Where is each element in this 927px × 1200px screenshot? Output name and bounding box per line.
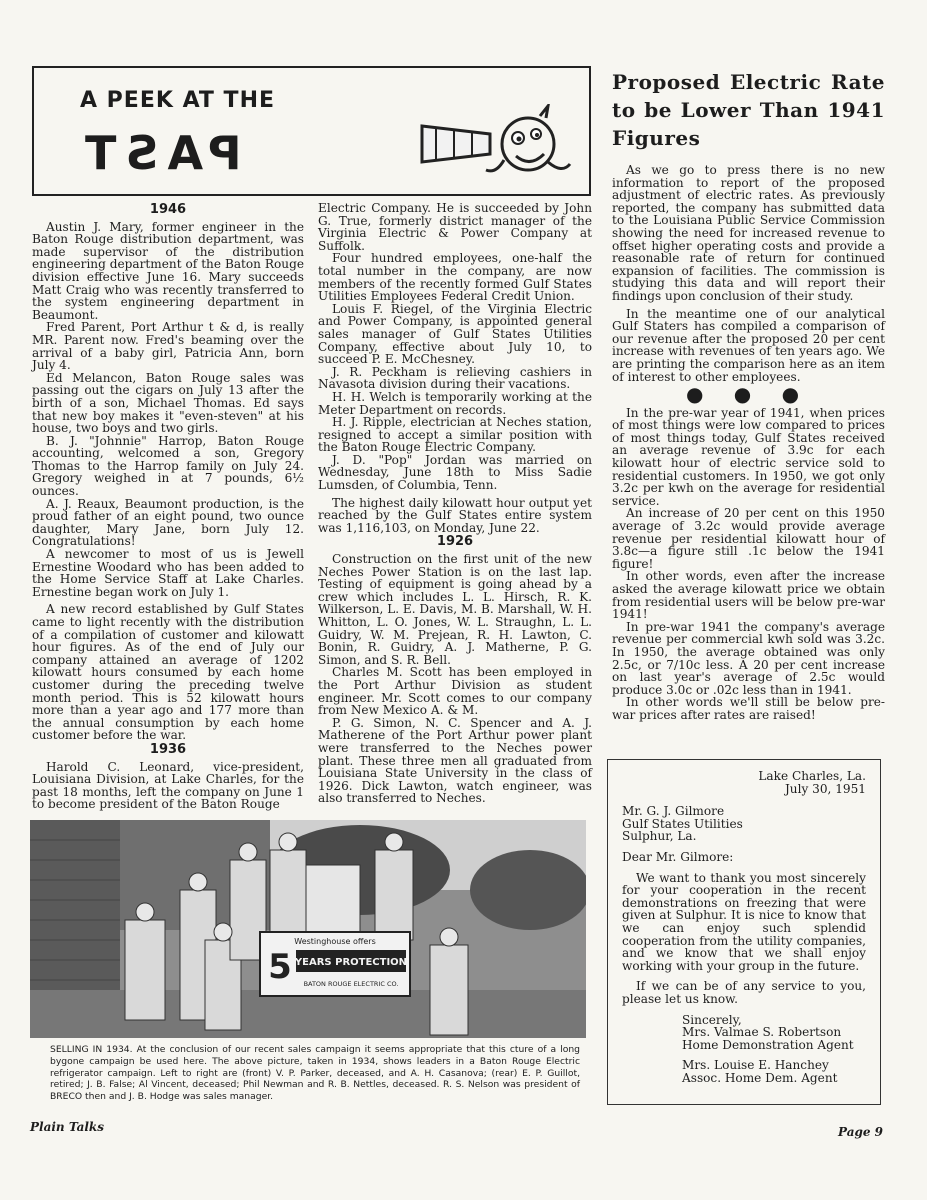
sales-campaign-photo xyxy=(30,820,586,1038)
letter-closing: Sincerely, xyxy=(682,1012,742,1027)
paragraph: Ed Melancon, Baton Rouge sales was passing out the cigars on July 13 after the birth of a son, Michael Thomas. Ed says that new boy makes it "even-steven" at his house, two boys and two girls. xyxy=(32,370,304,436)
left-column xyxy=(32,202,304,811)
paragraph: H. H. Welch is temporarily working at the Meter Department on records. xyxy=(318,389,592,417)
paragraph: J. R. Peckham is relieving cashiers in Navasota division during their vacations. xyxy=(318,364,592,392)
signature-title: Home Demonstration Agent xyxy=(682,1037,854,1052)
paragraph: A. J. Reaux, Beaumont production, is the proud father of an eight pound, two ounce daughter, Mary Jane, born July 12. Congratulations! xyxy=(32,496,304,549)
letter-body: We want to thank you most sincerely for your cooperation in the recent demonstrations on freezing that were given at Sulphur. It is nice to know that we can enjoy such splendid cooperation from the utility companies, and we know that we shall enjoy working with your group in the future. xyxy=(622,870,866,973)
paragraph: P. G. Simon, N. C. Spencer and A. J. Matherene of the Port Arthur power plant were transferred to the Neches power plant. These three men all graduated from Louisiana State University in the class of 1926. Dick Lawton, watch engineer, was also transferred to Neches. xyxy=(318,715,592,806)
letter-recipient-city: Sulphur, La. xyxy=(622,829,697,844)
letter-body: If we can be of any service to you, please let us know. xyxy=(622,979,866,1006)
photo-caption: SELLING IN 1934. At the conclusion of our recent sales campaign it seems appropriate that this cture of a long bygone campaign be used here. The above picture, taken in 1934, shows leaders in a Baton Rouge Electric refrigerator campaign. Left to right are (front) V. P. Parker, deceased, and A. H. Casanova; (rear) E. P. Guillot, retired; J. B. False; Al Vincent, deceased; Phil Newman and R. B. Nettles, deceased. R. S. Nelson was president of BRECO then and J. B. Hodge was sales manager. xyxy=(50,1044,580,1103)
paragraph: Electric Company. He is succeeded by John G. True, formerly district manager of the Virginia Electric & Power Company at Suffolk. xyxy=(318,201,592,253)
paragraph: Harold C. Leonard, vice-president, Louisiana Division, at Lake Charles, for the past 18 months, left the company on June 1 to become president of the Baton Rouge xyxy=(32,759,304,812)
paragraph: Construction on the first unit of the new Neches Power Station is on the last lap. Testing of equipment is going ahead by a crew which includes L. L. Hirsch, R. K. Wilkerson, L. E. Davis, M. B. Marshall, W. H. Whitton, L. O. Jones, W. L. Straughn, L. L. Guidry, W. M. Prejean, R. H. Lawton, C. Bonin, R. Guidry, A. J. Matherne, P. G. Simon, and S. R. Bell. xyxy=(318,552,592,667)
paragraph: H. J. Ripple, electrician at Neches station, resigned to accept a similar position with the Baton Rouge Electric Company. xyxy=(318,415,592,455)
paragraph: Charles M. Scott has been employed in the Port Arthur Division as student engineer. Mr. Scott comes to our company from New Mexico A. & M. xyxy=(318,665,592,718)
article-headline: Proposed Electric Rate to be Lower Than 1941 Figures xyxy=(612,70,885,150)
year-heading-1946: 1946 xyxy=(149,202,187,217)
middle-column xyxy=(318,202,592,805)
paragraph: In the meantime one of our analytical Gulf Staters has compiled a comparison of our revenue after the proposed 20 per cent increase with revenues of ten years ago. We are printing the comparison here as an item of interest to other employees. xyxy=(612,306,885,384)
paragraph: An increase of 20 per cent on this 1950 average of 3.2c would provide average revenue per residential kilowatt hour of 3.8c—a figure still .1c below the 1941 figure! xyxy=(612,506,885,571)
publication-name: Plain Talks xyxy=(30,1120,105,1134)
right-column xyxy=(612,68,885,722)
section-separator: ● ● ● xyxy=(685,382,812,407)
paragraph: As we go to press there is no new information to report of the proposed adjustment of electric rates. As previously reported, the company has submitted data to the Louisiana Public Service Commission showing the need for increased revenue to offset higher operating costs and provide a reasonable rate of return for continued expansion of facilities. The commission is studying this data and will report their findings upon conclusion of their study. xyxy=(612,163,885,303)
sign-big-number: 5 xyxy=(268,947,292,987)
paragraph: In pre-war 1941 the company's average revenue per commercial kwh sold was 3.2c. In 1950, the average obtained was only 2.5c, or 7/10c less. A 20 per cent increase on last year's average of 2.5c would produce 3.0c or .02c less than in 1941. xyxy=(612,619,885,697)
letter-salutation: Dear Mr. Gilmore: xyxy=(622,849,734,864)
peek-at-the-past-masthead xyxy=(32,66,591,196)
paragraph: In other words, even after the increase asked the average kilowatt price we obtain from residential users will be below pre-war 1941! xyxy=(612,569,885,622)
telescope-mascot-icon xyxy=(420,104,580,184)
paragraph: A new record established by Gulf States came to light recently with the distribution of a compilation of customer and kilowatt hour figures. As of the end of July our company attained an average of 1202 kilowatt hours consumed by each home customer during the preceding twelve month period. This is 52 kilowatt hours more than a year ago and 177 more than the annual consumption by each home customer before the war. xyxy=(32,602,304,743)
paragraph: In other words we'll still be below pre-war prices after rates are raised! xyxy=(612,695,885,722)
year-heading-1926: 1926 xyxy=(436,534,474,550)
letter-date: July 30, 1951 xyxy=(784,781,866,796)
paragraph: B. J. "Johnnie" Harrop, Baton Rouge accounting, welcomed a son, Gregory Thomas to the Harrop family on July 24. Gregory weighed in at 7 pounds, 6½ ounces. xyxy=(32,433,304,499)
sign-main-text: YEARS PROTECTION xyxy=(294,957,408,968)
letter-recipient-name: Mr. G. J. Gilmore xyxy=(622,804,725,819)
paragraph: J. D. "Pop" Jordan was married on Wednesday, June 18th to Miss Sadie Lumsden, of Columbia, Tenn. xyxy=(318,452,592,493)
paragraph: Fred Parent, Port Arthur t & d, is really MR. Parent now. Fred's beaming over the arrival of a baby girl, Patricia Ann, born July 4. xyxy=(32,320,304,373)
signature-title: Assoc. Home Dem. Agent xyxy=(682,1070,838,1085)
photo-scene xyxy=(30,820,586,1038)
masthead-line-2: PAST xyxy=(76,126,242,180)
paragraph: The highest daily kilowatt hour output yet reached by the Gulf States entire system was 1,116,103, on Monday, June 22. xyxy=(318,495,592,535)
masthead-line-1: A PEEK AT THE xyxy=(80,88,276,113)
paragraph: A newcomer to most of us is Jewell Ernestine Woodard who has been added to the Home Service Staff at Lake Charles. Ernestine began work on July 1. xyxy=(32,547,304,599)
signature-name: Mrs. Louise E. Hanchey xyxy=(682,1058,829,1073)
letter-recipient-company: Gulf States Utilities xyxy=(622,816,743,831)
thank-you-letter xyxy=(607,759,881,1105)
paragraph: Louis F. Riegel, of the Virginia Electric and Power Company, is appointed general sales manager of Gulf States Utilities Company, effective about July 10, to succeed P. E. McChesney. xyxy=(318,301,592,367)
sign-company: BATON ROUGE ELECTRIC CO. xyxy=(303,980,399,988)
paragraph: Four hundred employees, one-half the total number in the company, are now members of the recently formed Gulf States Utilities Employees Federal Credit Union. xyxy=(318,251,592,304)
signature-name: Mrs. Valmae S. Robertson xyxy=(682,1025,842,1040)
paragraph: Austin J. Mary, former engineer in the Baton Rouge distribution department, was made supervisor of the distribution engineering department of the Baton Rouge division effective June 16. Mary succeeds Matt Craig who was recently transferred to the system engineering department in Beaumont. xyxy=(32,219,304,322)
page-number: Page 9 xyxy=(838,1125,884,1139)
paragraph: In the pre-war year of 1941, when prices of most things were low compared to prices of most things today, Gulf States received an average revenue of 3.9c for each kilowatt hour of electric service sold to residential customers. In 1950, we got only 3.2c per kwh on the average for residential service. xyxy=(612,405,885,508)
sign-brand: Westinghouse offers xyxy=(294,937,376,946)
letter-place: Lake Charles, La. xyxy=(758,769,866,783)
year-heading-1936: 1936 xyxy=(149,741,187,757)
